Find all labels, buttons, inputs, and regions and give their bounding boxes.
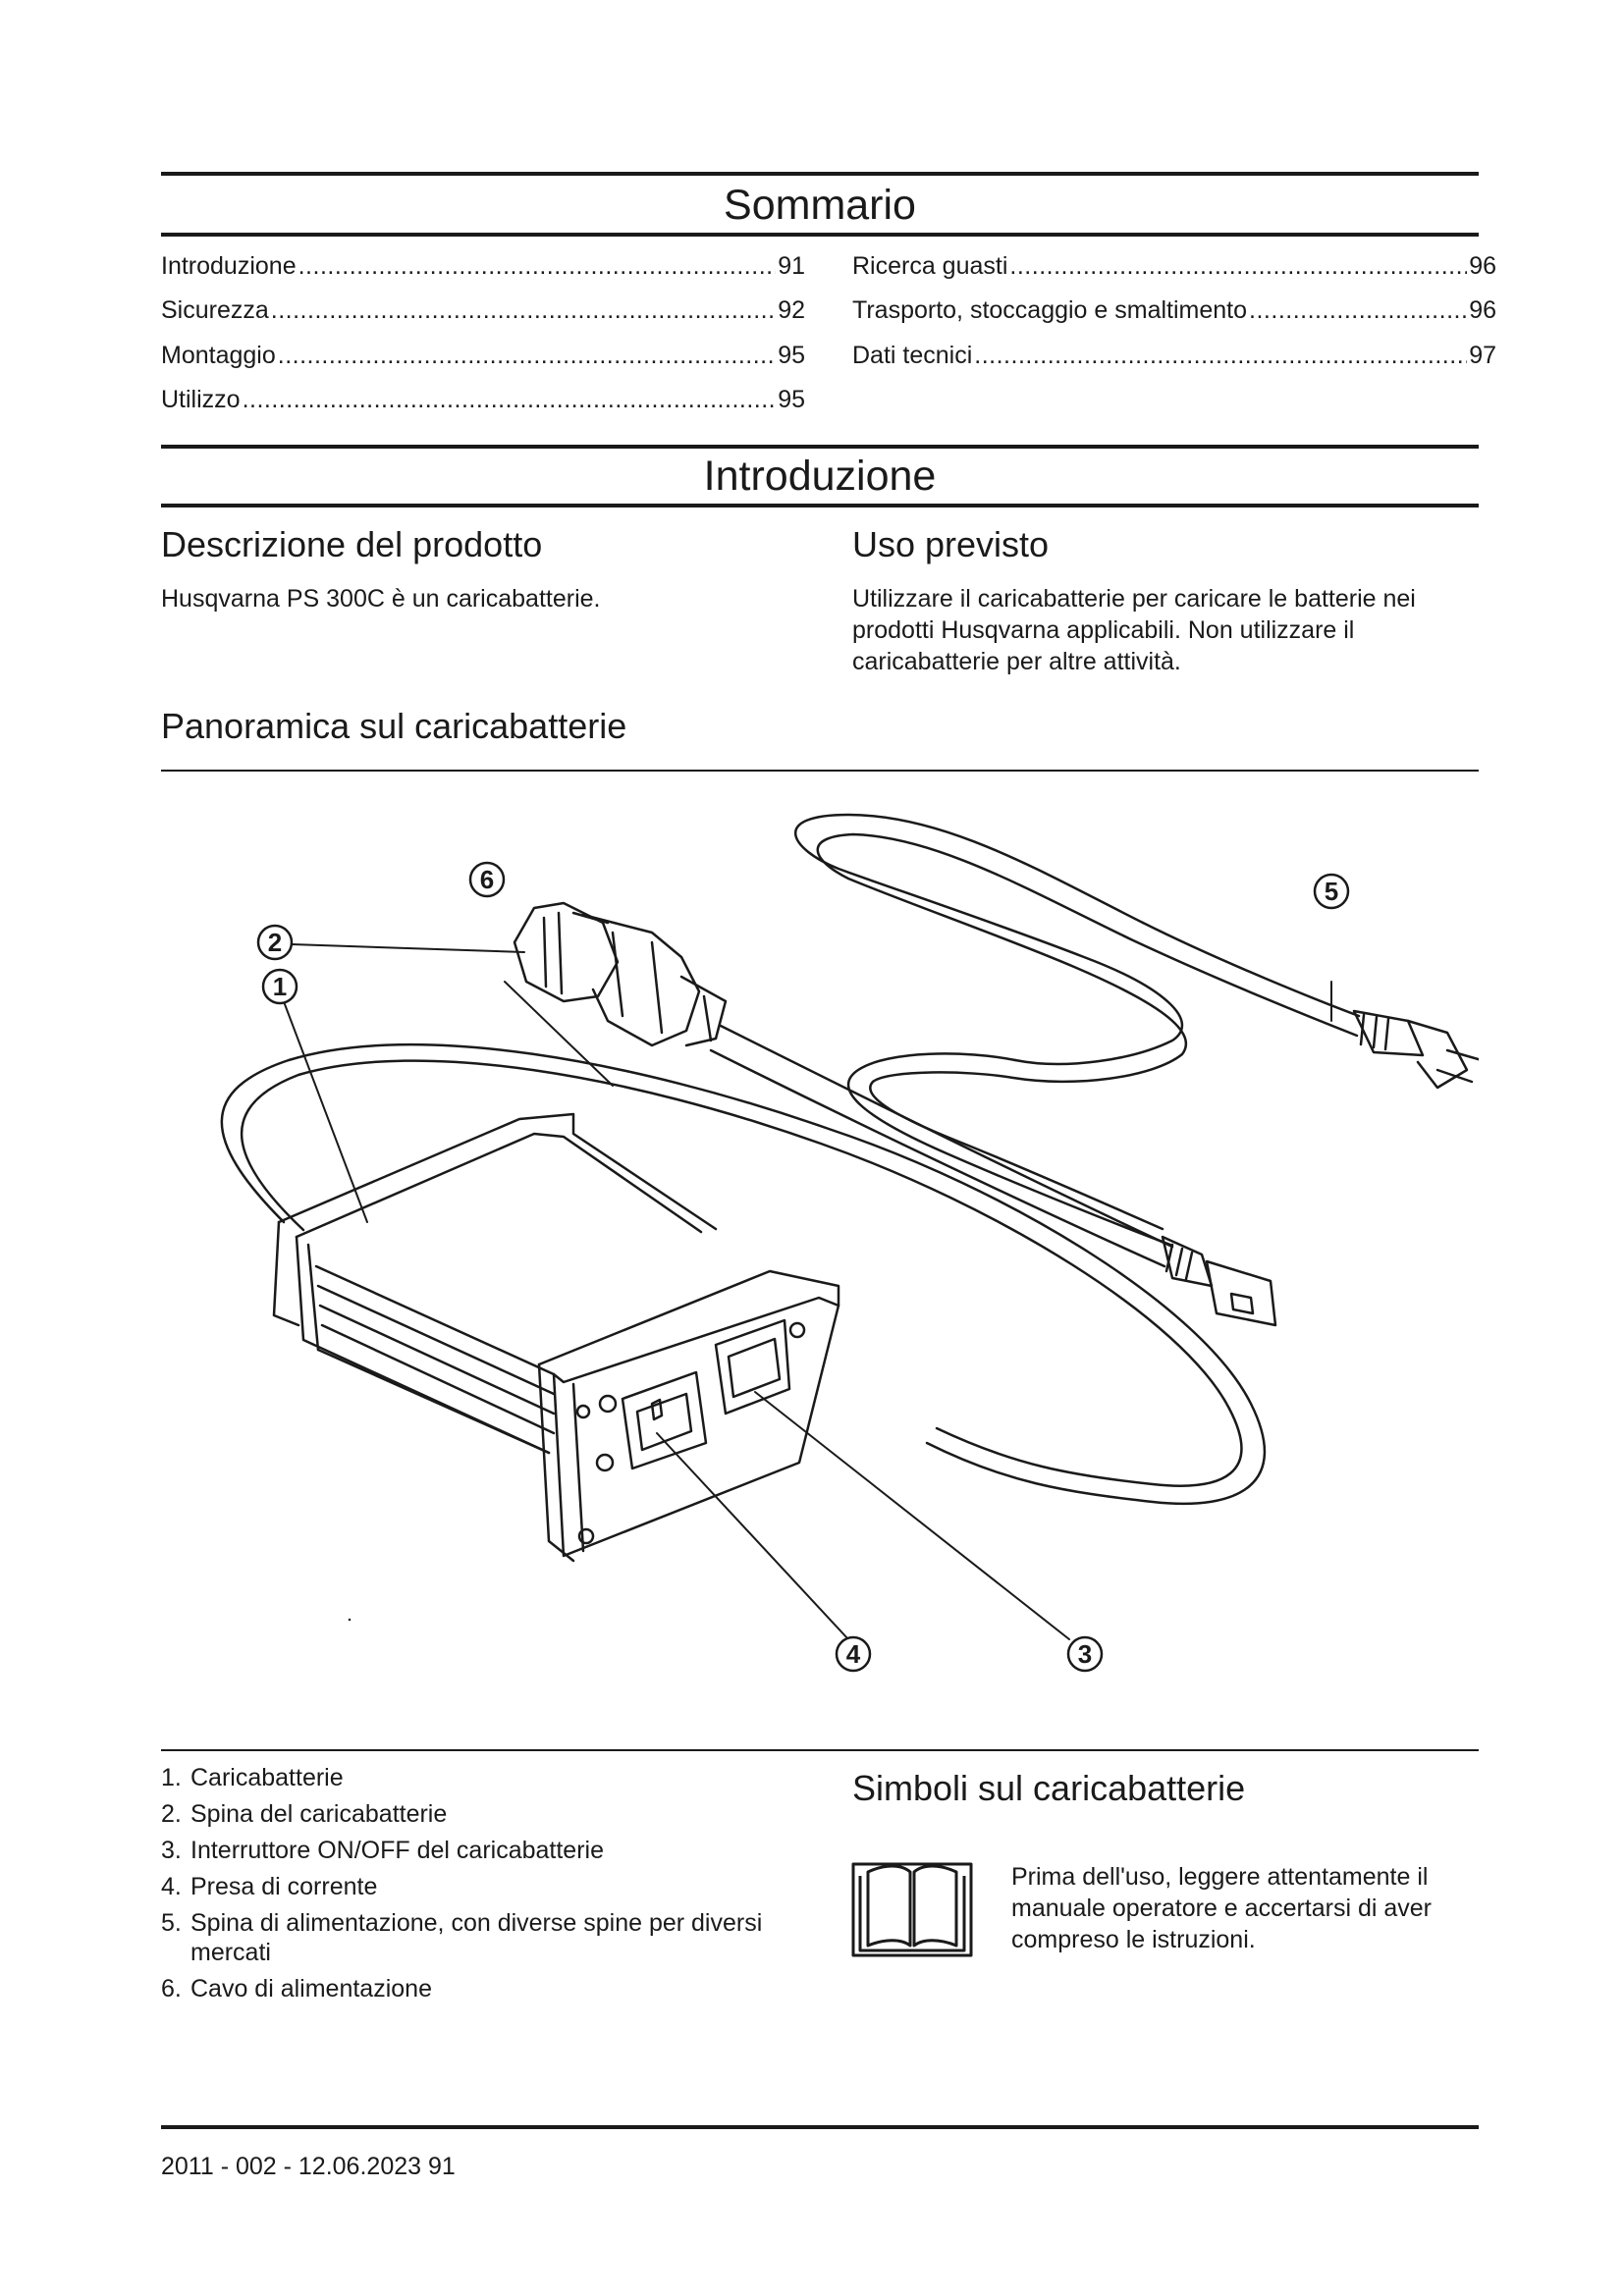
- intended-use-heading: Uso previsto: [852, 524, 1050, 564]
- toc-leader-dots: [974, 341, 1467, 370]
- callout-2: [258, 926, 292, 959]
- list-item: [161, 1763, 809, 1792]
- list-item: [161, 1974, 809, 2003]
- toc-bottom-rule: [161, 233, 1479, 237]
- toc-leader-dots: [271, 295, 776, 325]
- list-item-number: 2.: [161, 1800, 182, 1828]
- toc-leader-dots: [1249, 295, 1467, 325]
- list-item-number: 4.: [161, 1873, 182, 1900]
- toc-entry-montaggio[interactable]: [161, 341, 805, 370]
- callout-3: [1068, 1637, 1102, 1671]
- list-item-number: 6.: [161, 1975, 182, 2002]
- toc-entry-trasporto[interactable]: [852, 295, 1496, 325]
- toc-entry-label: Montaggio: [161, 342, 276, 369]
- toc-entry-page: 97: [1469, 342, 1496, 369]
- callout-number: 2: [267, 928, 283, 957]
- callout-number: 5: [1324, 877, 1339, 906]
- toc-leader-dots: [1009, 251, 1467, 281]
- manual-instruction-text: Prima dell'uso, leggere attentamente il manuale operatore e accertarsi di aver compreso le istruzioni.: [1011, 1863, 1433, 1953]
- callout-number: 3: [1077, 1639, 1093, 1669]
- list-item-text: Interruttore ON/OFF del caricabatterie: [190, 1837, 604, 1864]
- toc-entry-page: 95: [778, 386, 805, 413]
- charger-plug-drawing: [514, 903, 726, 1045]
- footer-text: 2011 - 002 - 12.06.2023 91: [161, 2153, 456, 2180]
- toc-entry-ricerca-guasti[interactable]: [852, 251, 1496, 281]
- toc-entry-page: 96: [1469, 296, 1496, 324]
- list-item-text: Spina del caricabatterie: [190, 1800, 448, 1828]
- toc-leader-dots: [298, 251, 777, 281]
- list-item: [161, 1799, 809, 1829]
- callout-4: [837, 1637, 870, 1671]
- description-heading: Descrizione del prodotto: [161, 524, 543, 564]
- callout-number: 6: [479, 865, 495, 894]
- toc-entry-utilizzo[interactable]: [161, 385, 805, 414]
- toc-entry-label: Dati tecnici: [852, 342, 973, 369]
- footer-rule: [161, 2125, 1479, 2129]
- toc-entry-page: 92: [778, 296, 805, 324]
- toc-entry-page: 96: [1469, 252, 1496, 280]
- toc-entry-sicurezza[interactable]: [161, 295, 805, 325]
- charger-illustration: [161, 775, 1479, 1718]
- list-item-text: Caricabatterie: [190, 1764, 344, 1791]
- toc-top-rule: [161, 172, 1479, 176]
- toc-entry-label: Sicurezza: [161, 296, 269, 324]
- component-list: [161, 1763, 809, 2010]
- description-text: Husqvarna PS 300C è un caricabatterie.: [161, 585, 601, 613]
- list-item-number: 3.: [161, 1837, 182, 1864]
- intro-top-rule: [161, 445, 1479, 449]
- open-book-icon: [850, 1852, 974, 1958]
- callout-5: [1315, 875, 1348, 908]
- toc-title: Sommario: [724, 182, 916, 229]
- symbols-heading: Simboli sul caricabatterie: [852, 1768, 1246, 1808]
- toc-entry-introduzione[interactable]: [161, 251, 805, 281]
- toc-entry-label: Introduzione: [161, 252, 297, 280]
- list-item-text: Cavo di alimentazione: [190, 1975, 432, 2002]
- intended-use-text: Utilizzare il caricabatterie per caricare le batterie nei prodotti Husqvarna applicabili. Non utilizzare il caricabatterie per altre attività.: [852, 585, 1416, 675]
- toc-entry-label: Trasporto, stoccaggio e smaltimento: [852, 296, 1248, 324]
- callout-6: [470, 863, 504, 896]
- intro-bottom-rule: [161, 504, 1479, 507]
- overview-heading: Panoramica sul caricabatterie: [161, 706, 627, 746]
- callout-1: [263, 970, 297, 1003]
- toc-leader-dots: [243, 385, 777, 414]
- legend-rule: [161, 1749, 1479, 1751]
- list-item-number: 1.: [161, 1764, 182, 1791]
- callout-number: 4: [845, 1639, 861, 1669]
- toc-entry-label: Utilizzo: [161, 386, 241, 413]
- toc-entry-page: 91: [778, 252, 805, 280]
- list-item-text: Presa di corrente: [190, 1873, 378, 1900]
- toc-entry-dati-tecnici[interactable]: [852, 341, 1496, 370]
- toc-entry-page: 95: [778, 342, 805, 369]
- list-item: [161, 1872, 809, 1901]
- mains-plug-drawing: [1354, 1011, 1479, 1088]
- toc-leader-dots: [278, 341, 776, 370]
- list-item-text: Spina di alimentazione, con diverse spine per diversi mercati: [190, 1909, 763, 1966]
- overview-rule: [161, 770, 1479, 772]
- charger-body-drawing: [274, 1114, 839, 1561]
- intro-title: Introduzione: [703, 453, 937, 500]
- list-item-number: 5.: [161, 1909, 182, 1937]
- callout-number: 1: [272, 972, 288, 1001]
- list-item: [161, 1908, 809, 1967]
- toc-entry-label: Ricerca guasti: [852, 252, 1008, 280]
- list-item: [161, 1836, 809, 1865]
- iec-connector-drawing: [1163, 1237, 1275, 1325]
